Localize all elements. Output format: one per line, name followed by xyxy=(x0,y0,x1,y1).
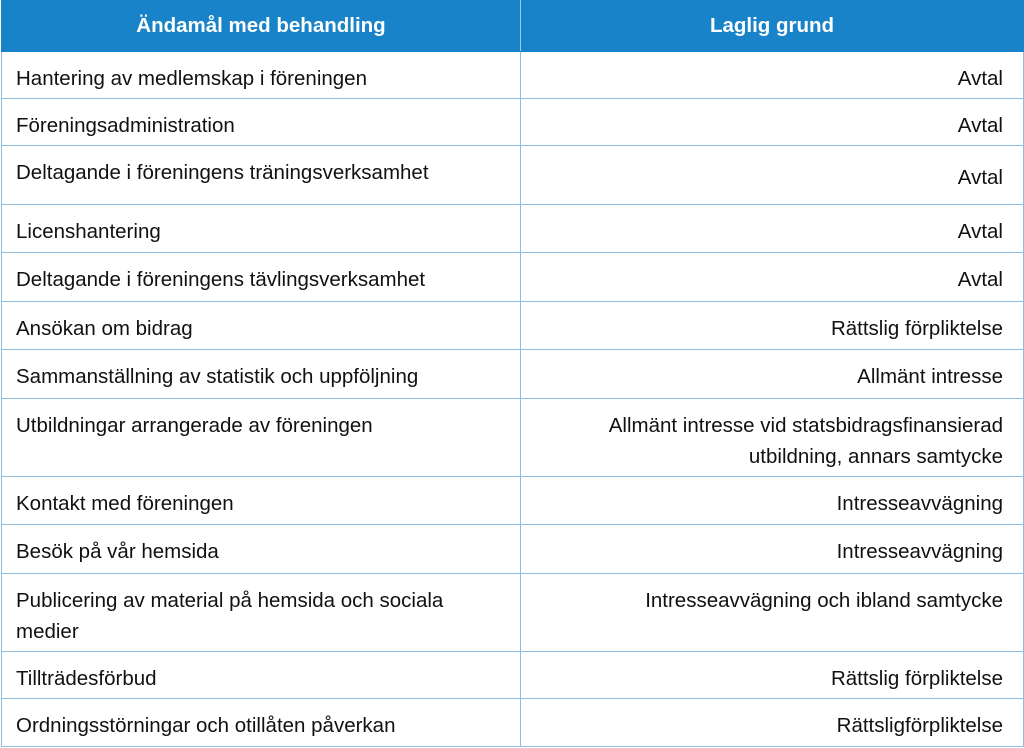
legal-basis-table xyxy=(1,0,1024,747)
legal-basis-cell: Rättslig förpliktelse xyxy=(521,652,1024,699)
legal-basis-cell: Avtal xyxy=(521,205,1024,253)
table-row xyxy=(2,699,1024,747)
purpose-cell: Hantering av medlemskap i föreningen xyxy=(2,52,521,99)
table-row xyxy=(2,52,1024,99)
table-row xyxy=(2,574,1024,652)
legal-basis-cell: Avtal xyxy=(521,146,1024,205)
purpose-cell: Föreningsadministration xyxy=(2,99,521,146)
purpose-cell: Tillträdesförbud xyxy=(2,652,521,699)
purpose-cell: Deltagande i föreningens tävlingsverksamhet xyxy=(2,253,521,302)
purpose-cell: Besök på vår hemsida xyxy=(2,525,521,574)
table-row xyxy=(2,525,1024,574)
legal-basis-cell: Avtal xyxy=(521,52,1024,99)
table-row xyxy=(2,399,1024,477)
legal-basis-cell: Intresseavvägning xyxy=(521,525,1024,574)
table-row xyxy=(2,99,1024,146)
table-row xyxy=(2,205,1024,253)
table-row xyxy=(2,652,1024,699)
table-row xyxy=(2,477,1024,525)
purpose-cell: Ansökan om bidrag xyxy=(2,302,521,350)
header-legal-basis: Laglig grund xyxy=(521,1,1024,52)
legal-basis-cell: Rättsligförpliktelse xyxy=(521,699,1024,747)
purpose-cell: Publicering av material på hemsida och sociala medier xyxy=(2,574,521,652)
purpose-cell: Utbildningar arrangerade av föreningen xyxy=(2,399,521,477)
legal-basis-cell: Intresseavvägning xyxy=(521,477,1024,525)
header-purpose: Ändamål med behandling xyxy=(2,1,521,52)
table-row xyxy=(2,146,1024,205)
legal-basis-cell: Intresseavvägning och ibland samtycke xyxy=(521,574,1024,652)
purpose-cell: Sammanställning av statistik och uppföljning xyxy=(2,350,521,399)
table-row xyxy=(2,253,1024,302)
legal-basis-cell: Rättslig förpliktelse xyxy=(521,302,1024,350)
legal-basis-cell: Allmänt intresse xyxy=(521,350,1024,399)
legal-basis-cell: Avtal xyxy=(521,253,1024,302)
table-header-row xyxy=(2,1,1024,52)
table-row xyxy=(2,302,1024,350)
purpose-cell: Kontakt med föreningen xyxy=(2,477,521,525)
purpose-cell: Licenshantering xyxy=(2,205,521,253)
legal-basis-cell: Avtal xyxy=(521,99,1024,146)
table-row xyxy=(2,350,1024,399)
purpose-cell: Ordningsstörningar och otillåten påverkan xyxy=(2,699,521,747)
purpose-cell: Deltagande i föreningens träningsverksamhet xyxy=(2,146,521,205)
legal-basis-cell: Allmänt intresse vid statsbidragsfinansierad utbildning, annars samtycke xyxy=(521,399,1024,477)
